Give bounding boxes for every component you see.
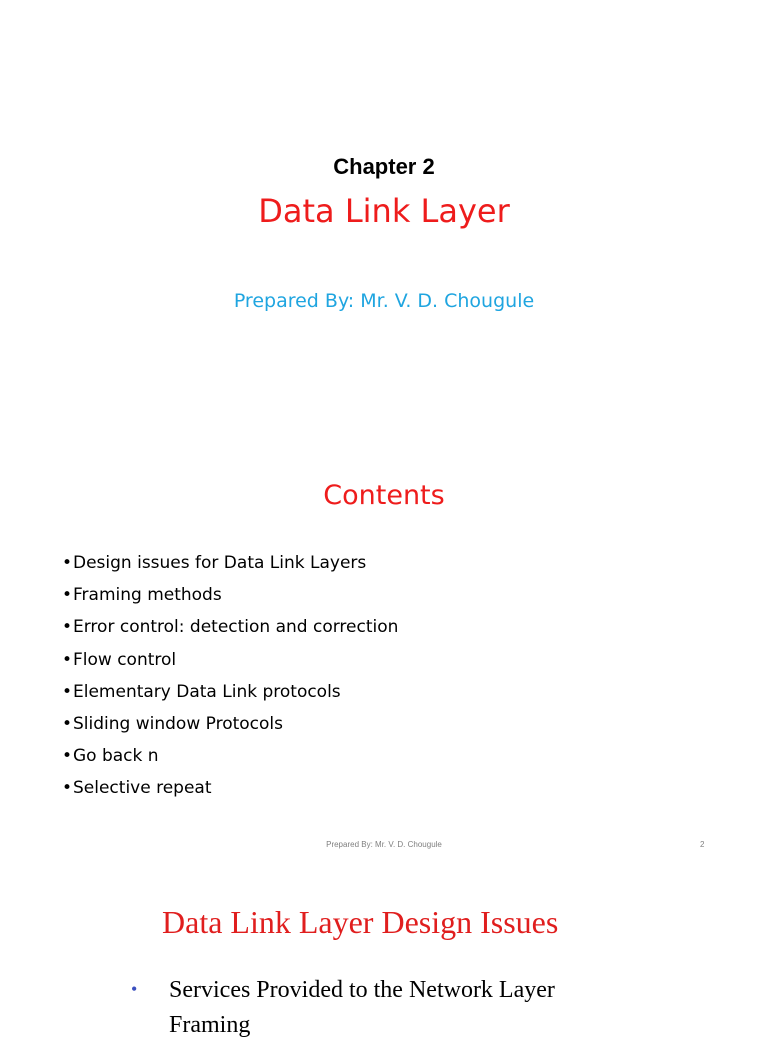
list-item-text: Flow control [73, 649, 177, 670]
contents-heading: Contents [323, 480, 445, 511]
list-item [62, 709, 398, 741]
list-item [62, 612, 398, 644]
list-item [62, 645, 398, 677]
list-item [131, 977, 555, 1004]
bullet-icon: • [131, 979, 138, 999]
list-item [62, 548, 398, 580]
bullet-icon: • [62, 585, 73, 606]
list-item [62, 580, 398, 612]
bullet-icon: • [62, 553, 73, 573]
slide-footer: Prepared By: Mr. V. D. Chougule [326, 840, 442, 849]
list-item-text: Go back n [73, 746, 159, 767]
bullet-icon: • [62, 617, 73, 638]
chapter-label: Chapter 2 [333, 154, 435, 179]
contents-list [62, 548, 398, 806]
author-line: Prepared By: Mr. V. D. Chougule [233, 290, 535, 312]
list-item-text: Services Provided to the Network Layer [169, 977, 555, 1003]
page-number: 2 [700, 840, 705, 849]
list-item [62, 773, 398, 805]
list-item-text: Design issues for Data Link Layers [73, 553, 367, 573]
slide-title: Data Link Layer Design Issues [162, 904, 559, 940]
bullet-icon: • [62, 681, 73, 702]
list-item-text: Sliding window Protocols [73, 713, 283, 734]
list-item-text: Framing methods [73, 585, 222, 606]
bullet-icon: • [62, 746, 73, 767]
slide-title: Data Link Layer [258, 192, 510, 230]
bullet-icon: • [62, 713, 73, 734]
list-item-text: Error control: detection and correction [73, 617, 399, 638]
bullet-icon: • [62, 649, 73, 670]
list-item-text: Elementary Data Link protocols [73, 681, 341, 702]
list-item [62, 741, 398, 773]
list-item-text: Selective repeat [73, 778, 212, 799]
bullet-icon: • [62, 778, 73, 799]
list-item [62, 677, 398, 709]
partial-list-item-text: Framing [169, 1012, 251, 1038]
